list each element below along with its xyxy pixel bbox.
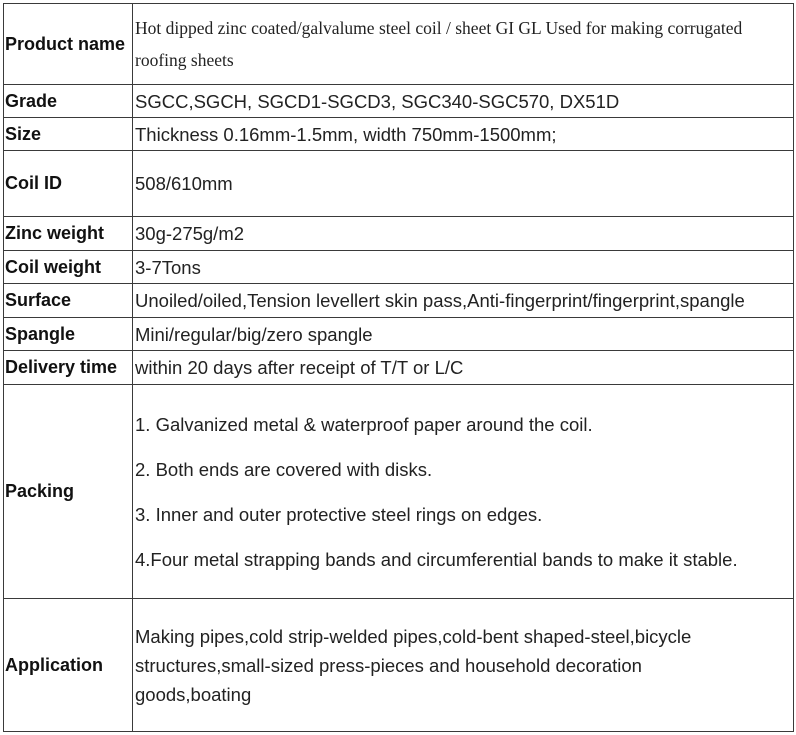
- application-line: goods,boating: [135, 683, 252, 705]
- application-line: structures,small-sized press-pieces and household decoration: [135, 654, 642, 676]
- table-row: [4, 385, 794, 599]
- row-label-product-name: Product name: [4, 4, 133, 85]
- row-label-spangle: Spangle: [4, 318, 133, 351]
- table-row: [4, 4, 794, 85]
- row-label-zinc-weight: Zinc weight: [4, 217, 133, 251]
- table-row: [4, 599, 794, 732]
- product-spec-table: [3, 3, 794, 732]
- table-row: [4, 217, 794, 251]
- row-value-product-name: Hot dipped zinc coated/galvalume steel coil / sheet GI GL Used for making corrugated roofing sheets: [133, 4, 794, 85]
- table-row: [4, 251, 794, 284]
- table-row: [4, 85, 794, 118]
- row-label-surface: Surface: [4, 284, 133, 318]
- row-label-grade: Grade: [4, 85, 133, 118]
- table-row: [4, 318, 794, 351]
- row-label-size: Size: [4, 118, 133, 151]
- row-value-coil-id: 508/610mm: [133, 151, 794, 217]
- row-value-delivery-time: within 20 days after receipt of T/T or L/C: [133, 351, 794, 385]
- row-value-grade: SGCC,SGCH, SGCD1-SGCD3, SGC340-SGC570, DX51D: [133, 85, 794, 118]
- row-value-surface: Unoiled/oiled,Tension levellert skin pass,Anti-fingerprint/fingerprint,spangle: [133, 284, 794, 318]
- row-value-packing: [133, 385, 794, 599]
- row-value-coil-weight: 3-7Tons: [133, 251, 794, 284]
- row-label-coil-weight: Coil weight: [4, 251, 133, 284]
- table-row: [4, 118, 794, 151]
- row-value-zinc-weight: 30g-275g/m2: [133, 217, 794, 251]
- table-row: [4, 151, 794, 217]
- row-label-packing: Packing: [4, 385, 133, 599]
- row-label-application: Application: [4, 599, 133, 732]
- row-label-coil-id: Coil ID: [4, 151, 133, 217]
- row-value-spangle: Mini/regular/big/zero spangle: [133, 318, 794, 351]
- row-value-size: Thickness 0.16mm-1.5mm, width 750mm-1500mm;: [133, 118, 794, 151]
- packing-line: 4.Four metal strapping bands and circumferential bands to make it stable.: [135, 548, 738, 570]
- row-label-delivery-time: Delivery time: [4, 351, 133, 385]
- packing-line: 1. Galvanized metal & waterproof paper around the coil.: [135, 413, 593, 435]
- packing-line: 3. Inner and outer protective steel rings on edges.: [135, 503, 543, 525]
- application-line: Making pipes,cold strip-welded pipes,cold-bent shaped-steel,bicycle: [135, 625, 692, 647]
- packing-line: 2. Both ends are covered with disks.: [135, 458, 433, 480]
- row-value-application: [133, 599, 794, 732]
- table-row: [4, 284, 794, 318]
- table-row: [4, 351, 794, 385]
